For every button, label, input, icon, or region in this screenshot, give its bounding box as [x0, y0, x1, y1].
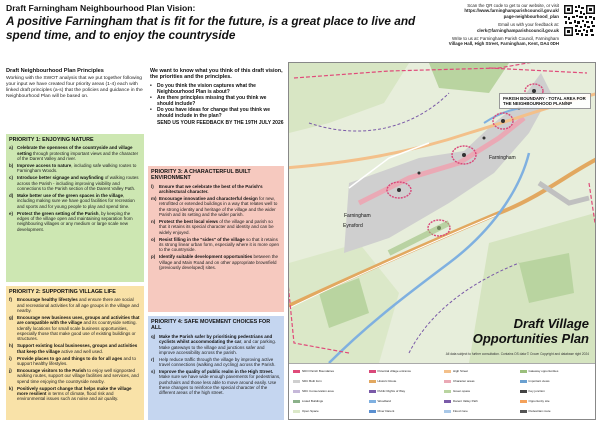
item-rest-text: Help reduce traffic through the village by improving active travel connections (walking and cycling) across the Parish. — [159, 356, 276, 368]
item-bold-text: Encourage new business uses, groups and activities that are compatible with the village — [17, 315, 140, 326]
item-letter: r) — [151, 356, 155, 362]
contact-block — [420, 3, 559, 47]
item-bold-text: Make the Parish safer by prioritising pedestrians and cyclists whilst accommodating the car — [159, 333, 273, 345]
legend-label: Important views — [528, 378, 550, 383]
item-bold-text: Identify suitable development opportunities — [159, 254, 253, 260]
vision-label: Draft Farningham Neighbourhood Plan Vision: — [6, 3, 196, 13]
legend-item — [293, 367, 365, 376]
question-text: Are there principles missing that you think we should include? — [157, 94, 267, 107]
feedback-deadline: SEND US YOUR FEEDBACK BY THE 19TH JULY 2026 — [157, 119, 284, 126]
legend-swatch-icon — [293, 390, 300, 393]
item-rest-text: in terms of climate, flood risk and environmental issues such as noise and air quality. — [17, 390, 119, 402]
priority2-item — [9, 368, 141, 384]
legend-label: SDC Built form — [302, 378, 322, 383]
item-letter: k) — [9, 385, 14, 391]
principles-intro-text: Working with the SWOT analysis that we put together following your input we have created four priority areas (1-4) each with linked draft principles (a-s) that the policies and guidance in the Neighbourhood Plan will be based on. — [6, 76, 143, 99]
item-rest-text: and its countryside setting. Identify locations for small scale business opportunities, especially those that make good use of existing buildings or structures. — [17, 320, 137, 342]
question-text: Do you have ideas for change that you think we should include in the plan? — [157, 106, 271, 119]
legend-item — [520, 387, 592, 396]
item-letter: f) — [9, 297, 12, 303]
legend-label: Woodland — [377, 398, 391, 403]
legend-label: Character areas — [453, 378, 475, 383]
priority3-item — [151, 254, 281, 270]
legend-label: Listed Buildings — [302, 398, 324, 403]
map-title-line2: Opportunities Plan — [472, 331, 589, 346]
item-bold-text: Introduce better signage and wayfinding — [17, 175, 104, 181]
question-item — [150, 83, 284, 95]
legend-label: Gateway opportunities — [528, 368, 559, 373]
item-rest-text: between the Village and Main Road and on other appropriate brownfield (previously developed) sites. — [159, 254, 279, 270]
item-bold-text: Make better use of the green spaces in the village — [17, 192, 124, 198]
legend-swatch-icon — [520, 400, 527, 403]
item-letter: q) — [151, 333, 156, 339]
legend-swatch-icon — [520, 390, 527, 393]
place-label-farningham-top: Farningham — [489, 155, 516, 161]
legend-item — [369, 387, 441, 396]
legend-label: River Darent — [377, 408, 395, 413]
priority2-item — [9, 343, 141, 354]
legend-label: Opportunity site — [528, 398, 550, 403]
item-bold-text: Encourage innovative and characterful design — [159, 196, 258, 202]
legend-item — [444, 367, 516, 376]
priority1-item — [9, 145, 141, 161]
priority-1-list — [9, 145, 141, 232]
item-text — [159, 219, 281, 235]
priority-4-box — [148, 316, 284, 420]
vision-statement: A positive Farningham that is fit for the future, is a great place to live and spend time, and to enjoy the countryside — [6, 14, 416, 42]
item-rest-text: and ensure there are social and recreational activities for all age groups in the village and nearby. — [17, 297, 139, 314]
priority-3-box — [148, 166, 284, 312]
legend-item — [444, 377, 516, 386]
questions-intro: We want to know what you think of this draft vision, the priorities and the principles. — [150, 68, 283, 81]
legend-label: Flood zone — [453, 408, 468, 413]
item-bold-text: Protect the green setting of the Parish — [17, 210, 99, 216]
priority4-item — [151, 369, 281, 396]
priority2-item — [9, 297, 141, 313]
legend-swatch-icon — [369, 380, 376, 383]
item-rest-text: to enjoy well signposted walking routes, support our village facilities and services, and spend time enjoying the countryside nearby. — [17, 367, 139, 384]
legend-swatch-icon — [293, 400, 300, 403]
legend-item — [369, 407, 441, 416]
item-bold-text: Protect the best local views — [159, 219, 219, 225]
legend-swatch-icon — [444, 400, 451, 403]
item-text — [17, 356, 141, 367]
item-letter: g) — [9, 315, 14, 321]
item-letter: j) — [9, 367, 12, 373]
parish-boundary-note: PARISH BOUNDARY - TOTAL AREA FOR THE NEIGHBOURHOOD PLAN/NP — [499, 93, 591, 109]
question-text: Do you think the vision captures what the Neighbourhood Plan is about? — [157, 82, 256, 95]
item-text — [17, 297, 141, 313]
item-bold-text: Celebrate the openness of the countryside and village setting — [17, 145, 133, 156]
item-bold-text: Ensure that we celebrate the best of the Parish's architectural character. — [159, 183, 263, 195]
item-text — [17, 386, 141, 402]
contact-qr-line: Scan the QR code to get to our website, or visit — [467, 3, 559, 8]
item-letter: b) — [9, 163, 14, 169]
website-link-2[interactable]: page-neighbourhood_plan — [503, 13, 559, 19]
question-item — [150, 107, 284, 119]
priority-2-box — [6, 286, 144, 420]
legend-swatch-icon — [520, 370, 527, 373]
legend-swatch-icon — [444, 390, 451, 393]
priority1-item — [9, 175, 141, 191]
item-bold-text: Encourage visitors to the Parish — [17, 367, 87, 373]
priority3-item — [151, 184, 281, 195]
item-letter: i) — [9, 355, 12, 361]
item-letter: d) — [9, 192, 14, 198]
feedback-questions — [150, 68, 284, 126]
legend-swatch-icon — [369, 400, 376, 403]
item-text — [17, 343, 141, 354]
legend-label: NDO Parish Boundaries — [302, 368, 335, 373]
questions-list — [150, 83, 284, 119]
map-legend — [289, 363, 595, 419]
item-rest-text: and to support healthy lifestyles. — [17, 355, 137, 366]
item-text — [17, 163, 141, 174]
item-rest-text: through protecting important views and the character of the Darent Valley and river. — [17, 150, 139, 162]
item-rest-text: for new, retrofitted or extended buildings in a way that relates well to the strong identity and heritage of the village and the wider Parish and its setting and the wider parish. — [159, 196, 278, 218]
legend-item — [369, 367, 441, 376]
item-text — [17, 211, 141, 232]
item-text — [159, 357, 281, 368]
legend-swatch-icon — [293, 410, 300, 413]
map-title-line1: Draft Village — [513, 316, 589, 331]
opportunities-map[interactable] — [288, 62, 596, 420]
legend-item — [293, 397, 365, 406]
priority1-item — [9, 193, 141, 209]
item-letter: c) — [9, 175, 14, 181]
priority1-item — [9, 163, 141, 174]
legend-label: SDC Conservation area — [302, 388, 334, 393]
priority3-item — [151, 219, 281, 235]
legend-label: Key junction — [528, 388, 545, 393]
item-rest-text: of the village and parish so that it retains its special character and identity and can be widely enjoyed. — [159, 219, 274, 235]
item-rest-text: of walking routes across the Parish - including improving visibility and connections to the Parish section of the Darent Valley Path. — [17, 175, 139, 191]
legend-item — [369, 377, 441, 386]
item-bold-text: Improve the quality of public realm in the High Street. — [159, 369, 274, 375]
place-label-farningham-mid: Farningham — [344, 213, 371, 219]
item-letter: s) — [151, 369, 156, 375]
item-bold-text: Support existing local businesses, groups and activities that keep the village — [17, 343, 138, 354]
priority2-item — [9, 386, 141, 402]
item-text — [17, 175, 141, 191]
legend-swatch-icon — [444, 410, 451, 413]
priority-1-title: PRIORITY 1: ENJOYING NATURE — [9, 137, 94, 143]
item-bold-text: Encourage healthy lifestyles — [17, 297, 78, 303]
legend-swatch-icon — [444, 380, 451, 383]
item-text — [159, 237, 281, 253]
legend-label: Historic Route — [377, 378, 397, 383]
item-bold-text: Provide places to go and things to do for all ages — [17, 355, 123, 361]
item-rest-text: Make sure we have wide enough pavements for pedestrians, pushchairs and those less able to move around easily. Use these changes to reinforce the special character of the different areas of the high street. — [159, 374, 281, 396]
principles-intro — [6, 68, 144, 100]
item-text — [159, 334, 281, 355]
legend-label: Darent Valley Path — [453, 398, 478, 403]
item-text — [17, 145, 141, 161]
map-note: All data subject to further consultation. Contains OS data © Crown Copyright and database right 2024 — [445, 352, 589, 356]
legend-item — [444, 387, 516, 396]
legend-item — [444, 397, 516, 406]
item-letter: l) — [151, 183, 154, 189]
postal-address-2: Village Hall, High Street, Farningham, Kent, DA4 0DH — [448, 41, 559, 47]
legend-label: Open Space — [302, 408, 319, 413]
priority4-item — [151, 357, 281, 368]
item-bold-text: Resist filling in the "sides" of the village — [159, 236, 245, 242]
legend-swatch-icon — [369, 410, 376, 413]
place-label-eynsford: Eynsford — [343, 223, 363, 229]
email-link[interactable]: clerk@farninghamparishcouncil.gov.uk — [476, 27, 559, 33]
priority2-item — [9, 356, 141, 367]
legend-swatch-icon — [444, 370, 451, 373]
legend-swatch-icon — [293, 370, 300, 373]
legend-item — [520, 407, 592, 416]
priority-4-title: PRIORITY 4: SAFE MOVEMENT CHOICES FOR ALL — [151, 319, 271, 332]
bullet-icon: • — [150, 94, 152, 101]
item-rest-text: , including safe walking routes to Farningham Woods. — [17, 163, 137, 174]
item-text — [159, 254, 281, 270]
legend-label: Pedestrian route — [528, 408, 551, 413]
bullet-icon: • — [150, 82, 152, 89]
item-letter: o) — [151, 236, 156, 242]
item-text — [159, 196, 281, 217]
item-letter: p) — [151, 254, 156, 260]
bullet-icon: • — [150, 106, 152, 113]
principles-title: Draft Neighbourhood Plan Principles — [6, 68, 104, 74]
legend-swatch-icon — [293, 380, 300, 383]
question-item — [150, 95, 284, 107]
item-text — [17, 193, 141, 209]
item-letter: h) — [9, 343, 14, 349]
priority-3-title: PRIORITY 3: A CHARACTERFUL BUILT ENVIRONMENT — [151, 169, 251, 182]
item-letter: e) — [9, 210, 14, 216]
item-text — [17, 368, 141, 384]
legend-swatch-icon — [369, 370, 376, 373]
priority-2-list — [9, 297, 141, 401]
legend-label: Public Rights of Way — [377, 388, 406, 393]
legend-swatch-icon — [520, 410, 527, 413]
legend-label: Potential village entrance — [377, 368, 412, 373]
legend-item — [520, 367, 592, 376]
legend-item — [293, 407, 365, 416]
priority-2-title: PRIORITY 2: SUPPORTING VILLAGE LIFE — [9, 289, 116, 295]
legend-item — [520, 377, 592, 386]
qr-code-icon[interactable] — [563, 4, 596, 37]
item-text — [159, 184, 281, 195]
legend-item — [369, 397, 441, 406]
legend-label: High Street — [453, 368, 469, 373]
legend-item — [293, 377, 365, 386]
legend-item — [444, 407, 516, 416]
item-bold-text: Positively support change that helps make the village more resilient — [17, 385, 132, 396]
item-letter: m) — [151, 196, 157, 202]
legend-item — [520, 397, 592, 406]
email-prompt: Email us with your feedback at: — [498, 22, 559, 28]
priority3-item — [151, 196, 281, 217]
item-rest-text: active and well used. — [60, 348, 104, 354]
legend-item — [293, 387, 365, 396]
website-link[interactable]: https://www.farninghamparishcouncil.gov.uk/ — [464, 8, 559, 14]
item-rest-text: , including making sure we have good facilities for recreation and sports and for young people to play and spend time. — [17, 192, 135, 209]
priority4-item — [151, 334, 281, 355]
item-rest-text: , and car parking. Make gateways to the village and junctions safer and improve accessibility across the parish. — [159, 339, 277, 355]
item-rest-text: so that it retains its strong linear urban form, especially where it is more open to the countryside. — [159, 236, 280, 253]
priority-1-box — [6, 134, 144, 282]
priority1-item — [9, 211, 141, 232]
priority-4-list — [151, 334, 281, 396]
legend-swatch-icon — [369, 390, 376, 393]
map-title — [449, 316, 589, 346]
header — [6, 3, 426, 42]
priority-3-list — [151, 184, 281, 271]
item-letter: n) — [151, 219, 156, 225]
item-rest-text: , by keeping the edges of the village open and maintaining separation from neighbouring villages or any medium or large scale new development. — [17, 210, 133, 232]
postal-address: Write to us at: Farningham Parish Council, Farningham — [451, 36, 559, 42]
legend-swatch-icon — [520, 380, 527, 383]
item-text — [17, 315, 141, 342]
item-text — [159, 369, 281, 396]
item-bold-text: Improve access to nature — [17, 163, 72, 169]
legend-label: Green space — [453, 388, 471, 393]
priority2-item — [9, 315, 141, 342]
priority3-item — [151, 237, 281, 253]
item-letter: a) — [9, 145, 14, 151]
